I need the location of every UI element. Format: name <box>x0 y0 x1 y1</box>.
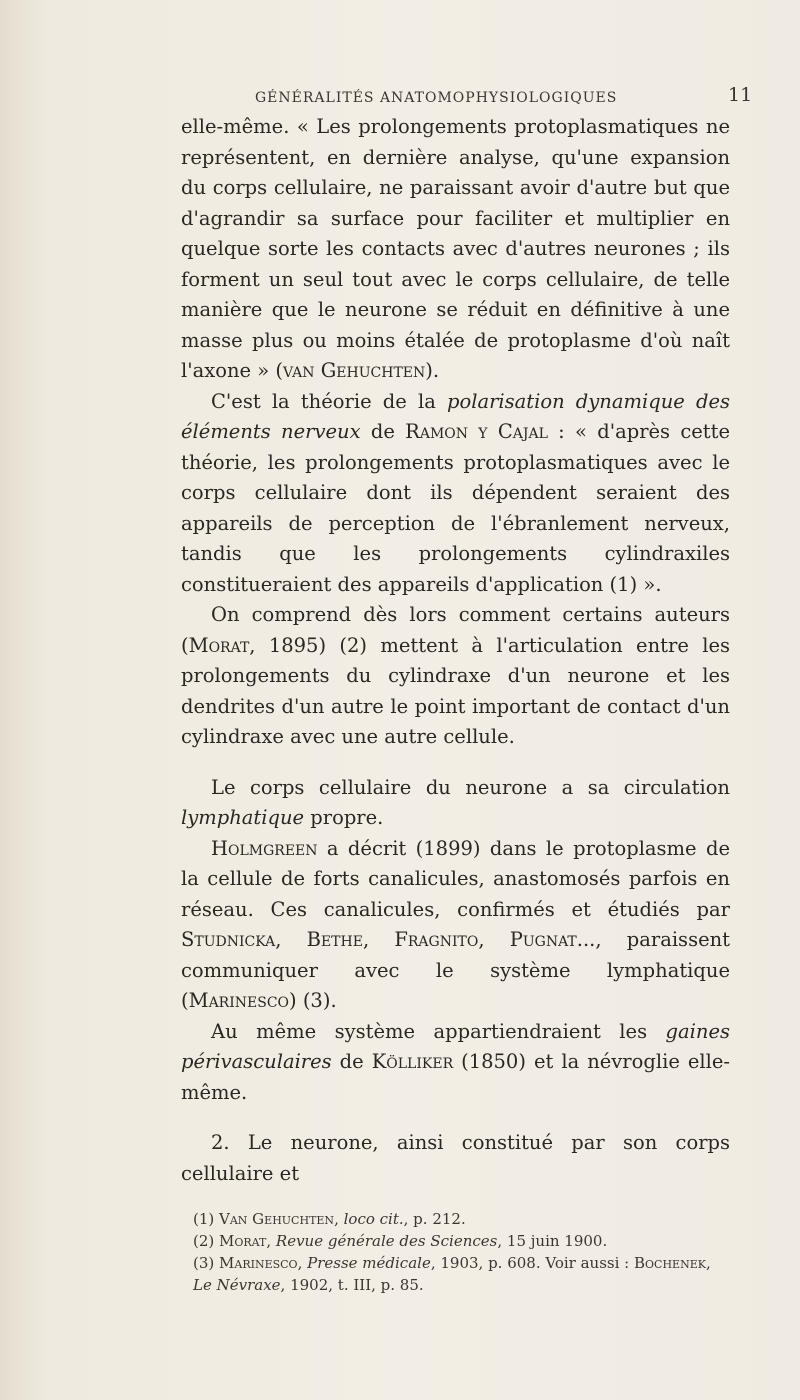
paragraph-4-text-b: propre. <box>304 806 384 829</box>
separator: , <box>297 1254 308 1272</box>
author-name: Pugnat <box>509 928 577 951</box>
author-name: Morat <box>188 633 250 657</box>
author-name: Ramon y Cajal <box>405 420 548 443</box>
paragraph-2-text-a: C'est la théorie de la <box>211 389 447 413</box>
paragraph-5-text-c: ) (3). <box>289 989 337 1012</box>
author-name: Fragnito <box>394 928 479 951</box>
author-name: Holmgreen <box>211 836 318 860</box>
citation-title: Presse médicale <box>307 1254 431 1272</box>
author-name: Bethe <box>306 928 363 951</box>
author-name: Kölliker <box>371 1050 454 1073</box>
author-name: Van Gehuchten <box>219 1210 335 1228</box>
author-name: Morat <box>219 1232 267 1250</box>
footnote-1 <box>181 1208 730 1230</box>
paragraph-6 <box>181 1017 730 1109</box>
footnote-2 <box>181 1230 730 1252</box>
paragraph-1-end: ). <box>425 359 440 382</box>
paragraph-3 <box>181 600 730 753</box>
paragraph-2-text-c: : « d'après cette théorie, les prolongements protoplasmatiques avec le corps cellulaire dont ils dépendent seraient des appareils de perception de l'ébranlement nerveux, tandis que les prolongements cylindraxiles constitueraient des appareils d'application (1) ». <box>181 420 731 596</box>
paragraph-4 <box>181 773 730 834</box>
separator: , <box>334 1210 344 1228</box>
paragraph-1-text: elle-même. « Les prolongements protoplasmatiques ne représentent, en dernière analyse, qu'une expansion du corps cellulaire, ne paraissant avoir d'autre but que d'agrandir sa surface pour faciliter et multiplier en quelque sorte les contacts avec d'autres neurones ; ils forment un seul tout avec le corps cellulaire, de telle manière que le neurone se réduit en définitive à une masse plus ou moins étalée de protoplasme d'où naît l'axone » ( <box>181 115 730 382</box>
page-number: 11 <box>728 84 753 106</box>
paragraph-6-text-c: (1850) et la névroglie elle-même. <box>181 1050 731 1104</box>
separator: , <box>478 928 510 951</box>
paragraph-7: 2. Le neurone, ainsi constitué par son corps cellulaire et <box>181 1131 730 1185</box>
author-name: Marinesco <box>188 989 290 1012</box>
emphasis-text: gaines périvasculaires <box>181 1019 730 1073</box>
separator: , <box>705 1254 711 1272</box>
author-name: Studnicka <box>181 928 276 951</box>
paragraph-6-text-b: de <box>331 1050 372 1073</box>
citation-title: Revue générale des Sciences <box>275 1232 498 1250</box>
footnote-number: (1) <box>193 1210 220 1228</box>
paragraph-2 <box>181 387 730 601</box>
paragraph-4-text-a: Le corps cellulaire du neurone a sa circulation <box>211 775 730 799</box>
author-name: van Gehuchten <box>283 359 426 382</box>
separator: , <box>266 1232 276 1250</box>
separator: , <box>362 928 395 951</box>
paragraph-1 <box>181 112 730 387</box>
emphasis-text: lymphatique <box>181 806 305 829</box>
paragraph-5 <box>181 834 730 1017</box>
citation-rest: , 1903, p. 608. Voir aussi : <box>430 1254 634 1272</box>
citation-title: Le Névraxe <box>193 1276 281 1294</box>
emphasis-text: polarisation dynamique des éléments nerveux <box>181 389 730 443</box>
citation-rest: , p. 212. <box>403 1210 466 1228</box>
running-head: GÉNÉRALITÉS ANATOMOPHYSIOLOGIQUES <box>255 90 618 106</box>
footnote-number: (2) <box>193 1232 220 1250</box>
body-text <box>181 112 730 1189</box>
citation-rest: , 15 juin 1900. <box>497 1232 608 1250</box>
citation-title: loco cit. <box>343 1210 404 1228</box>
paragraph-6-text-a: Au même système appartiendraient les <box>211 1019 666 1043</box>
author-name: Bochenek <box>634 1254 706 1272</box>
separator: , <box>275 928 307 951</box>
paragraph-5-text-b: ..., paraissent communiquer avec le système lymphatique ( <box>181 928 731 1012</box>
paragraph-5-text-a: a décrit (1899) dans le protoplasme de la cellule de forts canalicules, anastomosés parfois en réseau. Ces canalicules, confirmés et étudiés par <box>181 836 730 921</box>
footnote-number: (3) <box>193 1254 220 1272</box>
author-name: Marinesco <box>219 1254 298 1272</box>
citation-rest: , 1902, t. III, p. 85. <box>280 1276 424 1294</box>
paragraph-3-text-b: , 1895) (2) mettent à l'articulation entre les prolongements du cylindraxe d'un neurone et les dendrites d'un autre le point important de contact d'un cylindraxe avec une autre cellule. <box>181 633 730 748</box>
paragraph-2-text-b: de <box>360 420 406 443</box>
paragraph-3-text-a: On comprend dès lors comment certains auteurs ( <box>181 603 730 657</box>
footnotes <box>181 1208 730 1296</box>
footnote-3 <box>181 1252 730 1296</box>
